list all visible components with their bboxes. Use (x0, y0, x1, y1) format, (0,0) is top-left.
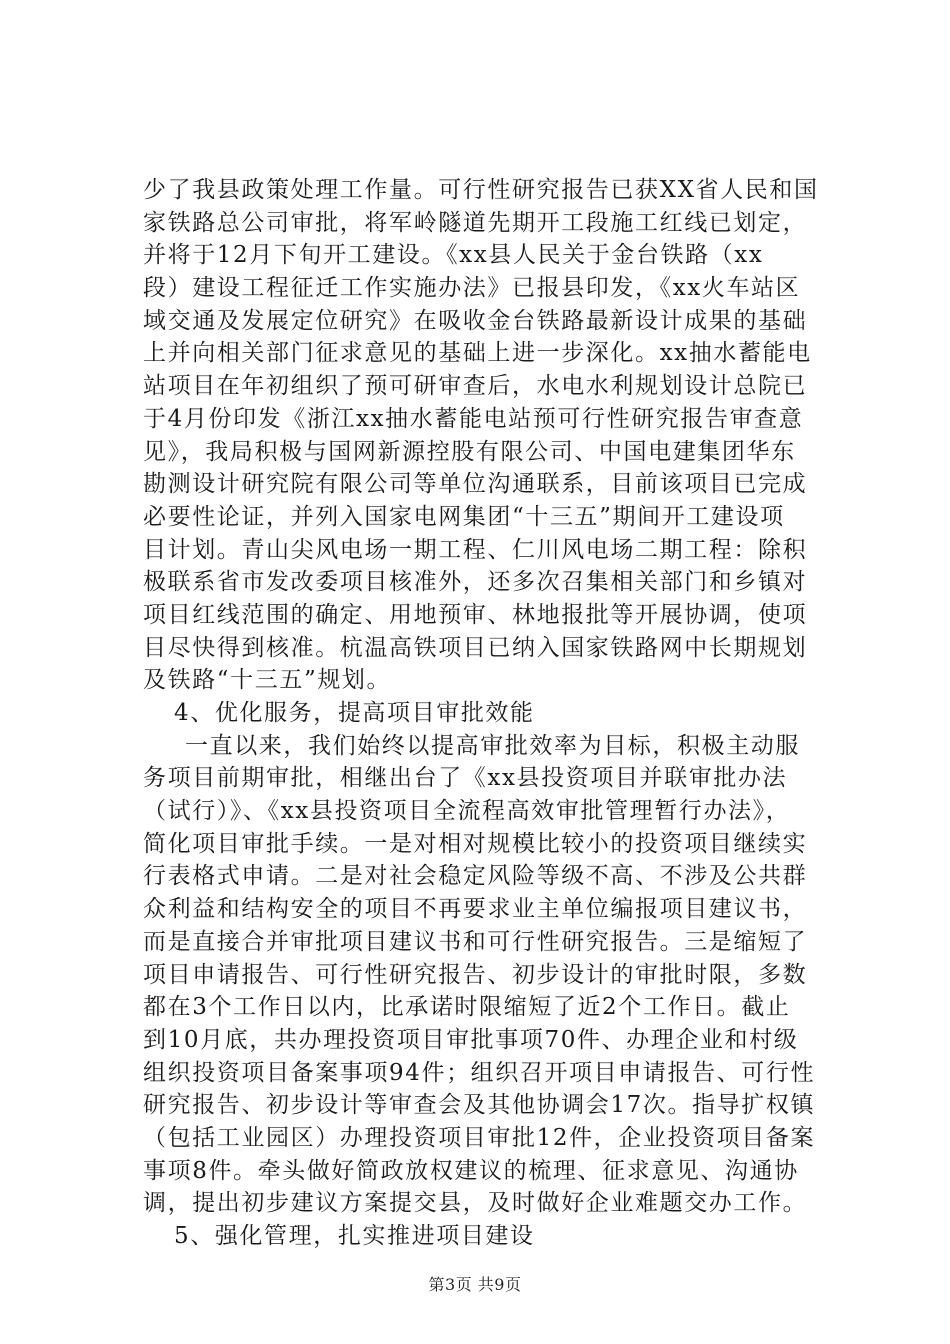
text-line: 段）建设工程征迁工作实施办法》已报县印发，《xx火车站区 (143, 275, 801, 302)
text-line: 及铁路“十三五”规划。 (143, 667, 392, 694)
text-line: 事项8件。牵头做好简政放权建议的梳理、征求意见、沟通协 (143, 1157, 799, 1184)
text-line: 项目红线范围的确定、用地预审、林地报批等开展协调，使项 (143, 601, 808, 628)
text-line: 极联系省市发改委项目核准外，还多次召集相关部门和乡镇对 (143, 569, 808, 596)
text-line: 研究报告、初步设计等审查会及其他协调会17次。指导扩权镇 (143, 1092, 816, 1119)
text-line: 必要性论证，并列入国家电网集团“十三五”期间开工建设项 (143, 503, 785, 530)
text-line: 简化项目审批手续。一是对相对规模比较小的投资项目继续实 (143, 830, 808, 857)
text-line: 组织投资项目备案事项94件；组织召开项目申请报告、可行性 (143, 1059, 816, 1086)
paragraph-first-line: 一直以来，我们始终以提高审批效率为目标，积极主动服 (185, 732, 800, 759)
section-heading-5: 5、强化管理，扎实推进项目建设 (174, 1223, 535, 1249)
text-line: 见》，我局积极与国网新源控股有限公司、中国电建集团华东 (143, 438, 796, 465)
text-line: 少了我县政策处理工作量。可行性研究报告已获XX省人民和国 (143, 177, 819, 203)
text-line: 众利益和结构安全的项目不再要求业主单位编报项目建议书， (143, 896, 808, 923)
section-heading-4: 4、优化服务，提高项目审批效能 (174, 700, 535, 726)
document-body (143, 174, 833, 1253)
text-line: 行表格式申请。二是对社会稳定风险等级不高、不涉及公共群 (143, 863, 808, 890)
text-line: （包括工业园区）办理投资项目审批12件，企业投资项目备案 (143, 1124, 816, 1151)
text-line: 目计划。青山尖风电场一期工程、仁川风电场二期工程：除积 (143, 536, 808, 563)
text-line: 而是直接合并审批项目建议书和可行性研究报告。三是缩短了 (143, 928, 808, 955)
text-line: 上并向相关部门征求意见的基础上进一步深化。xx抽水蓄能电 (143, 340, 812, 367)
text-line: 并将于12月下旬开工建设。《xx县人民关于金台铁路（xx (143, 242, 764, 269)
text-line: 勘测设计研究院有限公司等单位沟通联系，目前该项目已完成 (143, 471, 808, 498)
page-footer: 第3页 共9页 (428, 1275, 522, 1294)
text-line: 于4月份印发《浙江xx抽水蓄能电站预可行性研究报告审查意 (143, 405, 804, 432)
text-line: （试行）》、《xx县投资项目全流程高效审批管理暂行办法》， (143, 798, 791, 825)
text-line: 站项目在年初组织了预可研审查后，水电水利规划设计总院已 (143, 373, 808, 400)
text-line: 家铁路总公司审批，将军岭隧道先期开工段施工红线已划定， (143, 209, 808, 236)
text-line: 项目申请报告、可行性研究报告、初步设计的审批时限，多数 (143, 961, 808, 988)
text-line: 务项目前期审批，相继出台了《xx县投资项目并联审批办法 (143, 765, 788, 792)
text-line: 到10月底，共办理投资项目审批事项70件、办理企业和村级 (143, 1026, 799, 1053)
text-line: 调，提出初步建议方案提交县，及时做好企业难题交办工作。 (143, 1190, 808, 1217)
text-line: 目尽快得到核准。杭温高铁项目已纳入国家铁路网中长期规划 (143, 634, 808, 661)
text-line: 域交通及发展定位研究》在吸收金台铁路最新设计成果的基础 (143, 307, 808, 334)
text-line: 都在3个工作日以内，比承诺时限缩短了近2个工作日。截止 (143, 994, 791, 1021)
